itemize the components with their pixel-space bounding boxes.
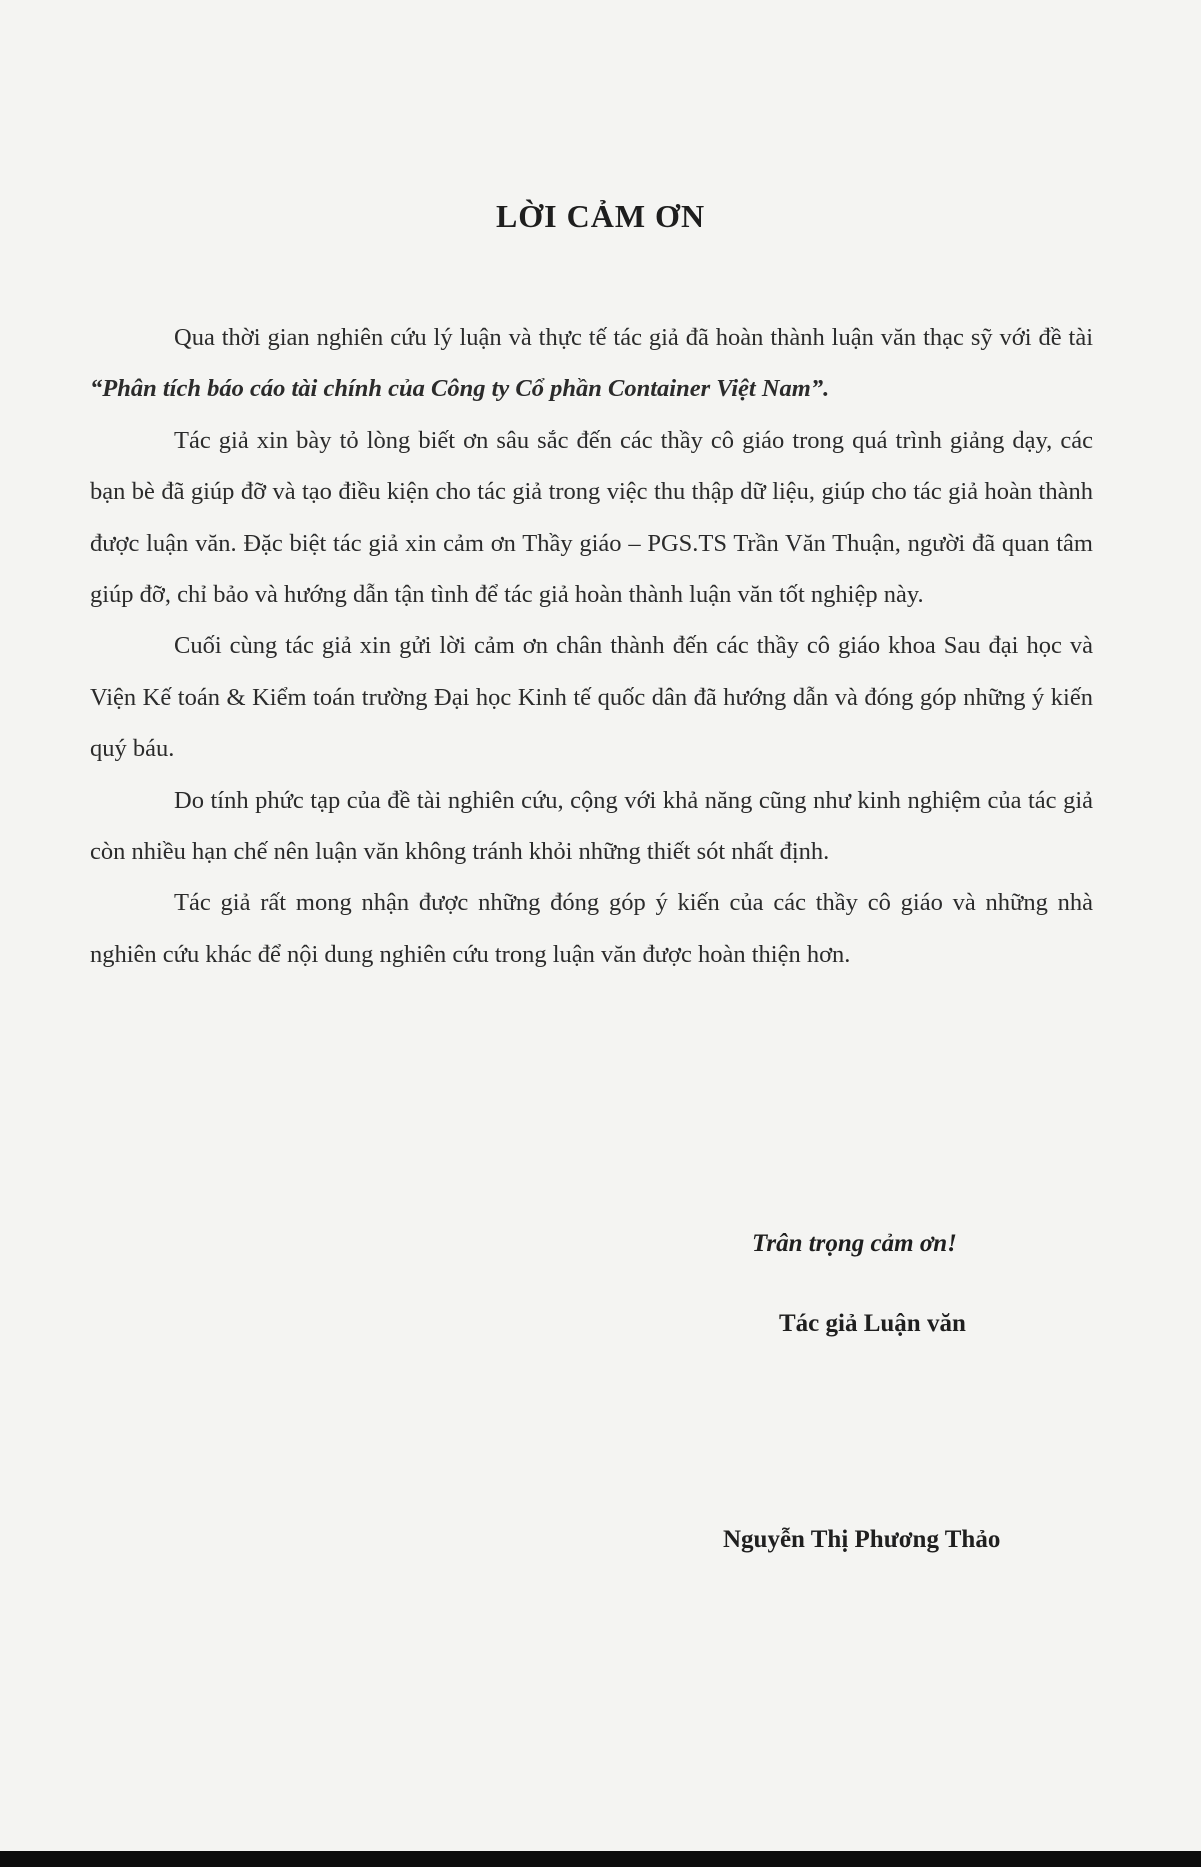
- thesis-title: “Phân tích báo cáo tài chính của Công ty Cổ phần Container Việt Nam”.: [90, 375, 830, 403]
- paragraph-5: Tác giả rất mong nhận được những đóng góp ý kiến của các thầy cô giáo và những nhà nghiên cứu khác để nội dung nghiên cứu trong luận văn được hoàn thiện hơn.: [90, 889, 1093, 968]
- paragraph-3: Cuối cùng tác giả xin gửi lời cảm ơn chân thành đến các thầy cô giáo khoa Sau đại học và Viện Kế toán & Kiểm toán trường Đại học Kinh tế quốc dân đã hướng dẫn và đóng góp những ý kiến quý báu.: [90, 632, 1093, 763]
- scan-border: [0, 1851, 1201, 1867]
- author-name: Nguyễn Thị Phương Thảo: [723, 1526, 1001, 1553]
- closing-phrase: Trân trọng cảm ơn!: [752, 1230, 957, 1257]
- paragraph-4: Do tính phức tạp của đề tài nghiên cứu, cộng với khả năng cũng như kinh nghiệm của tác giả còn nhiều hạn chế nên luận văn không tránh khỏi những thiết sót nhất định.: [90, 786, 1093, 866]
- paragraph-2: Tác giả xin bày tỏ lòng biết ơn sâu sắc đến các thầy cô giáo trong quá trình giảng dạy, các bạn bè đã giúp đỡ và tạo điều kiện cho tác giả trong việc thu thập dữ liệu, giúp cho tác giả hoàn thành được luận văn. Đặc biệt tác giả xin cảm ơn Thầy giáo – PGS.TS Trần Văn Thuận, người đã quan tâm giúp đỡ, chỉ bảo và hướng dẫn tận tình để tác giả hoàn thành luận văn tốt nghiệp này.: [90, 426, 1093, 609]
- paragraph-1-text: Qua thời gian nghiên cứu lý luận và thực tế tác giả đã hoàn thành luận văn thạc sỹ với đề tài: [174, 324, 1093, 351]
- paragraph-1: [90, 312, 1093, 415]
- page-title: LỜI CẢM ƠN: [495, 198, 706, 234]
- author-label: Tác giả Luận văn: [779, 1310, 966, 1337]
- acknowledgement-body: [90, 312, 1093, 980]
